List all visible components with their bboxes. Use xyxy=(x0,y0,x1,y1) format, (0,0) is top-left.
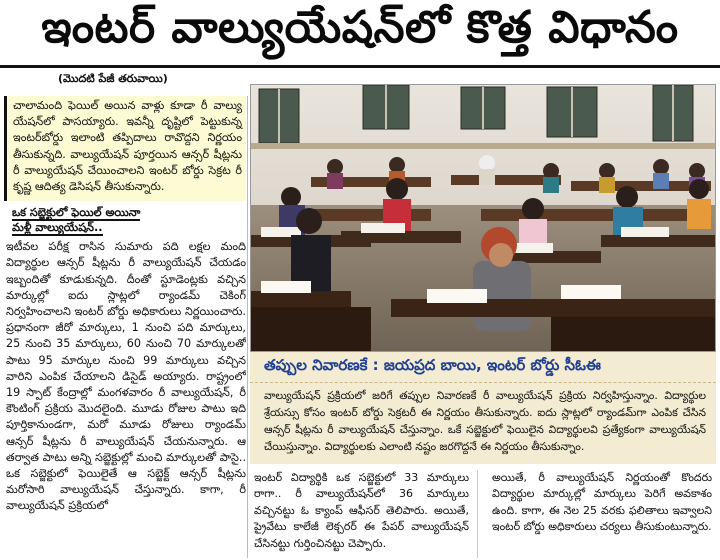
bottom-middle-text: ఇంటర్ విద్యార్థికి ఒక సబ్జెక్టులో 33 మార్కులు రాగా.. రీ వాల్యుయేషన్‌లో 36 మార్కులు వచ్చినట్టు ఓ క్యాంప్ ఆఫీసర్ తెలిపారు. అయితే, ప్రైవేటు కాలేజీ లెక్చరర్ ఈ పేపర్ వాల్యుయేషన్ చేసినట్టు గుర్తించినట్టు చెప్పారు. xyxy=(254,471,469,550)
subheading xyxy=(4,205,246,235)
bottom-right-column xyxy=(484,470,716,558)
left-column-body: ఇటీవల పరీక్ష రాసిన సుమారు పది లక్షల మంది విద్యార్థుల ఆన్సర్ షీట్లను రీ వాల్యుయేషన్ చేయడం ఇబ్బందితో కూడుకున్నది. దీంతో స్టూడెంట్లకు వచ్చిన మార్కుల్లో ఐదు స్లాట్లలో ర్యాండమ్ చెకింగ్ నిర్వహించాలని ఇంటర్ బోర్డు అధికారులు నిర్ణయించారు. ప్రధానంగా జీరో మార్కులు, 1 నుంచి పది మార్కులు, 25 నుంచి 35 మార్కులు, 60 నుంచి 70 మార్కులతో పాటు 95 మార్కుల నుంచి 99 మార్కులు వచ్చిన వారిని ఎంపిక చేయాలని డిసైడ్ అయ్యారు. రాష్ట్రంలో 19 స్పాట్ కేంద్రాల్లో మంగళవారం రీ వాల్యుయేషన్, రీ కౌంటింగ్ ప్రక్రియ మొదలైంది. మూడు రోజుల పాటు ఇది పూర్తికానుండగా, మరో మూడు రోజులు ర్యాండమ్ ఆన్సర్ షీట్లను రీ వాల్యుయేషన్ చేయనున్నారు. ఆ తర్వాత పాటు అన్ని సబ్జెక్టుల్లో మంచి మార్కులతో పాసై.. ఒక సబ్జెక్టులో ఫెయిలైతే ఆ సబ్జెక్ట్ ఆన్సర్ షీట్లను మరోసారి వాల్యుయేషన్ చేస్తున్నారు. కాగా, రీ వాల్యుయేషన్ ప్రక్రియలో xyxy=(6,240,246,513)
lead-paragraph-box xyxy=(4,96,246,201)
quote-body: వాల్యుయేషన్ ప్రక్రియలో జరిగే తప్పుల నివారణకే రీ వాల్యుయేషన్ ప్రక్రియ నిర్వహిస్తున్నాం. విద్యార్థుల శ్రేయస్సు కోసం ఇంటర్ బోర్డు సెక్రటరీ ఈ నిర్ణయం తీసుకున్నారు. ఐదు స్లాట్లలో ర్యాండమ్‌గా ఎంపిక చేసిన ఆన్సర్ షీట్లను రీ వాల్యుయేషన్ చేస్తున్నాం. ఒకే సబ్జెక్టులో ఫెయిలైన విద్యార్థులవి ప్రత్యేకంగా వాల్యుయేషన్ చేయిస్తున్నాం. విద్యార్థులకు ఎలాంటి నష్టం జరగొద్దనే ఈ నిర్ణయం తీసుకున్నాం. xyxy=(264,389,706,453)
bottom-right-text: అయితే, రీ వాల్యుయేషన్ నిర్ణయంతో కొందరు విద్యార్థుల మార్కుల్లో మార్కులు పెరిగే అవకాశం ఉంది. కాగా, ఈ నెల 25 వరకు ఫలితాలు ఇవ్వాలని ఇంటర్ బోర్డు అధికారులు చర్యలు తీసుకుంటున్నారు. xyxy=(492,471,712,534)
subheading-line-1: ఒక సబ్జెక్టులో ఫెయిల్ అయినా xyxy=(12,206,141,220)
news-photo xyxy=(250,84,716,352)
headline: ఇంటర్ వాల్యుయేషన్‌లో కొత్త విధానం xyxy=(0,0,720,68)
quote-title: తప్పుల నివారణకే : జయప్రద బాయి, ఇంటర్ బోర్డు సీఓఈ xyxy=(250,352,716,383)
continued-from-front-page: (మొదటి పేజీ తరువాయి) xyxy=(58,72,168,85)
column-divider xyxy=(247,96,248,558)
subheading-line-2: మళ్లీ వాల్యుయేషన్.. xyxy=(12,221,103,235)
quote-box xyxy=(250,352,716,464)
left-column xyxy=(4,96,246,556)
lead-paragraph: చాలామంది ఫెయిల్ అయిన వాళ్లు కూడా రీ వాల్యు యేషన్‌లో పాసయ్యారు. ఇవన్నీ దృష్టిలో పెట్టుకున్న ఇంటర్‌బోర్డు ఇలాంటి తప్పిదాలు రావొద్దని నిర్ణయం తీసుకున్నది. వాల్యుయేషన్ పూర్తయిన ఆన్సర్ షీట్లను రీ వాల్యుయేషన్ చేయించాలని ఇంటర్ బోర్డు సెక్రట రీ కృష్ణ ఆదిత్య డెసిషన్ తీసుకున్నారు. xyxy=(13,99,242,194)
bottom-middle-column xyxy=(250,470,478,558)
